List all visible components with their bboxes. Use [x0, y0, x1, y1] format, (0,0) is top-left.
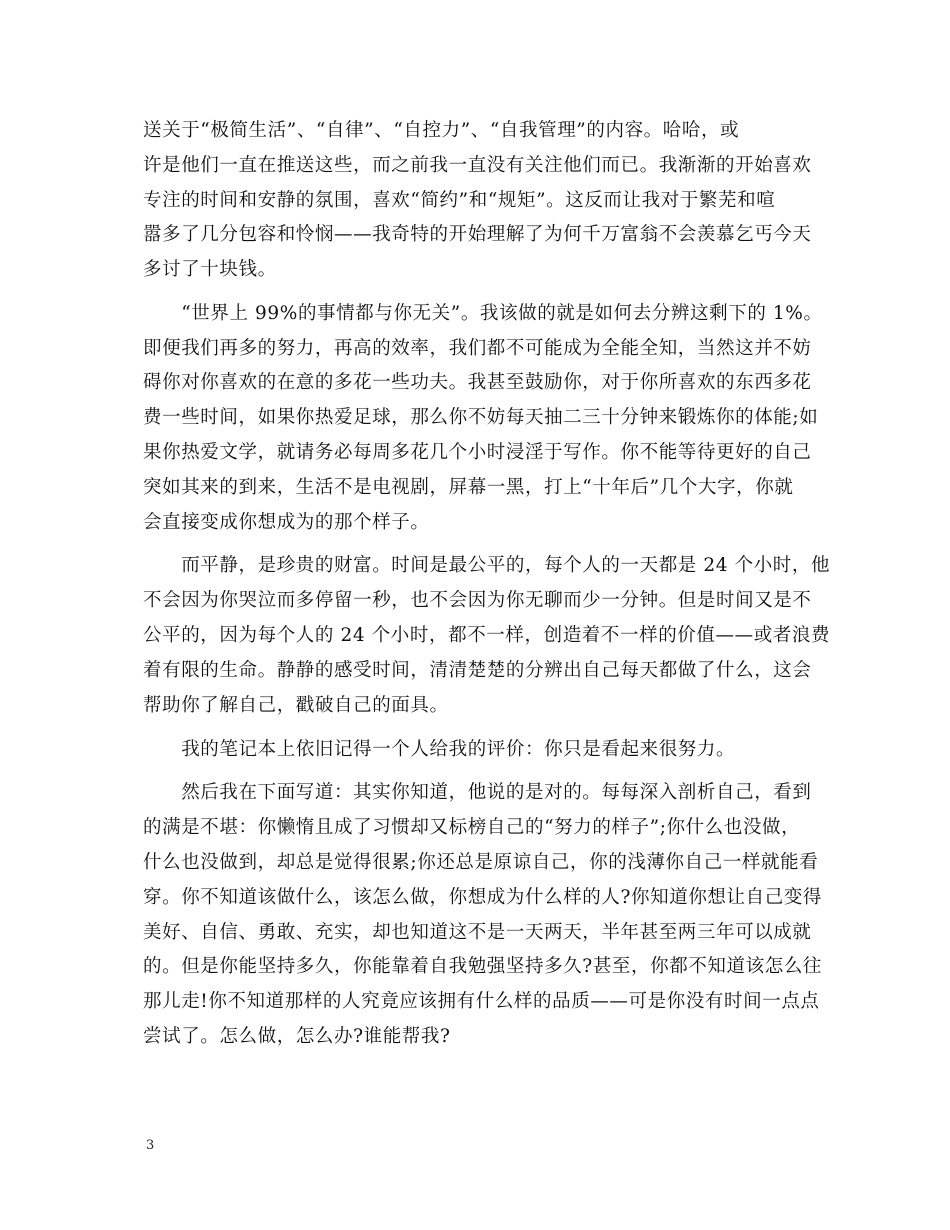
- text-line: 的。但是你能坚持多久，你能靠着自我勉强坚持多久?甚至，你都不知道该怎么往: [143, 956, 823, 977]
- text-line: 突如其来的到来，生活不是电视剧，屏幕一黑，打上“十年后”几个大字，你就: [143, 477, 794, 498]
- text-line: 公平的，因为每个人的 24 个小时，都不一样，创造着不一样的价值——或者浪费: [143, 625, 831, 646]
- text-line: 美好、自信、勇敢、充实，却也知道这不是一天两天，半年甚至两三年可以成就: [143, 922, 812, 943]
- text-line: 着有限的生命。静静的感受时间，清清楚楚的分辨出自己每天都做了什么，这会: [143, 660, 812, 681]
- text-line: 而平静，是珍贵的财富。时间是最公平的，每个人的一天都是 24 个小时，他: [143, 555, 831, 576]
- text-line: 的满是不堪：你懒惰且成了习惯却又标榜自己的“努力的样子”;你什么也没做，: [143, 817, 801, 838]
- text-line: 多讨了十块钱。: [143, 259, 277, 280]
- text-line: 我的笔记本上依旧记得一个人给我的评价：你只是看起来很努力。: [143, 739, 736, 760]
- text-line: 穿。你不知道该做什么，该怎么做，你想成为什么样的人?你知道你想让自己变得: [143, 887, 823, 908]
- text-line: 送关于“极简生活”、“自律”、“自控力”、“自我管理”的内容。哈哈，或: [143, 120, 740, 141]
- text-line: 果你热爱文学，就请务必每周多花几个小时浸淫于写作。你不能等待更好的自己: [143, 442, 812, 463]
- text-line: 不会因为你哭泣而多停留一秒，也不会因为你无聊而少一分钟。但是时间又是不: [143, 590, 812, 611]
- text-line: 那儿走!你不知道那样的人究竟应该拥有什么样的品质——可是你没有时间一点点: [143, 991, 820, 1012]
- text-line: 帮助你了解自己，戳破自己的面具。: [143, 695, 449, 716]
- text-line: 什么也没做到，却总是觉得很累;你还总是原谅自己，你的浅薄你自己一样就能看: [143, 852, 819, 873]
- text-line: “世界上 99%的事情都与你无关”。我该做的就是如何去分辨这剩下的 1%。: [143, 303, 823, 324]
- text-line: 许是他们一直在推送这些，而之前我一直没有关注他们而已。我渐渐的开始喜欢: [143, 155, 812, 176]
- text-line: 会直接变成你想成为的那个样子。: [143, 512, 430, 533]
- text-line: 碍你对你喜欢的在意的多花一些功夫。我甚至鼓励你，对于你所喜欢的东西多花: [143, 372, 812, 393]
- text-line: 嚣多了几分包容和怜悯——我奇特的开始理解了为何千万富翁不会羡慕乞丐今天: [143, 224, 812, 245]
- text-line: 即便我们再多的努力，再高的效率，我们都不可能成为全能全知，当然这并不妨: [143, 338, 812, 359]
- text-line: 尝试了。怎么做，怎么办?谁能帮我?: [143, 1026, 451, 1047]
- text-line: 然后我在下面写道：其实你知道，他说的是对的。每每深入剖析自己，看到: [143, 782, 812, 803]
- text-line: 费一些时间，如果你热爱足球，那么你不妨每天抽二三十分钟来锻炼你的体能;如: [143, 407, 819, 428]
- page-number: 3: [146, 1138, 155, 1153]
- text-line: 专注的时间和安静的氛围，喜欢“简约”和“规矩”。这反而让我对于繁芜和喧: [143, 190, 776, 211]
